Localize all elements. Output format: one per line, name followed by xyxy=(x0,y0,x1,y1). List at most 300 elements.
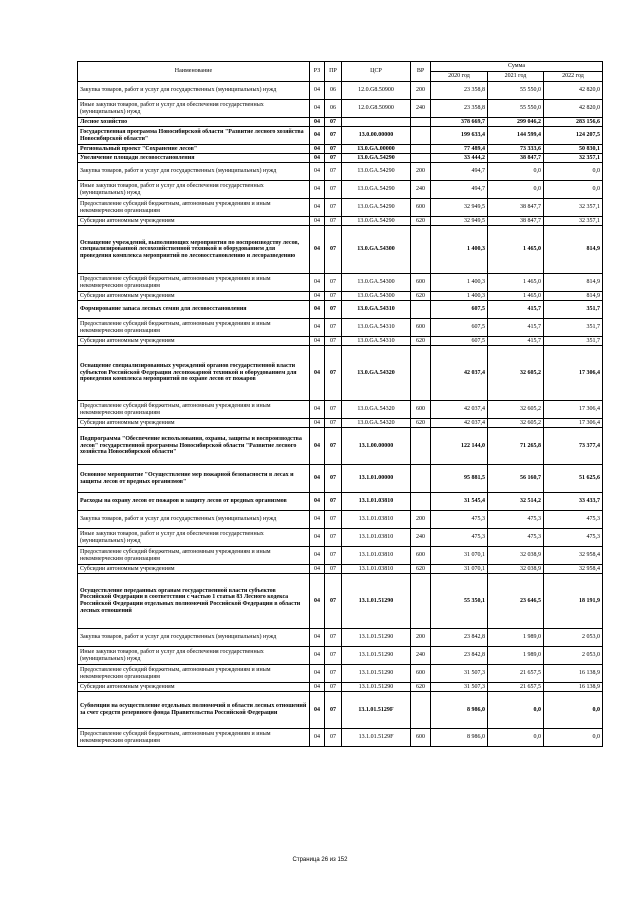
cell-y1: 475,3 xyxy=(431,529,488,547)
cell-pr: 06 xyxy=(325,100,342,118)
cell-rz: 04 xyxy=(310,629,325,647)
table-row xyxy=(78,118,603,127)
cell-pr: 07 xyxy=(325,465,342,493)
cell-y3: 351,7 xyxy=(544,337,603,346)
cell-y3: 814,9 xyxy=(544,292,603,301)
table-row xyxy=(78,199,603,217)
cell-name: Государственная программа Новосибирской области "Развитие лесного хозяйства Новосибирской области" xyxy=(78,127,310,145)
cell-csr: 13.1.01.5129F xyxy=(342,692,411,729)
cell-vr xyxy=(411,428,431,465)
cell-y1: 23 842,8 xyxy=(431,629,488,647)
cell-y1: 42 037,4 xyxy=(431,346,488,401)
table-row xyxy=(78,181,603,199)
cell-name: Субсидии автономным учреждениям xyxy=(78,292,310,301)
header-name: Наименование xyxy=(78,62,310,82)
cell-name: Субсидии автономным учреждениям xyxy=(78,217,310,226)
cell-y2: 32 514,2 xyxy=(488,493,544,511)
cell-y3: 17 306,4 xyxy=(544,419,603,428)
cell-y2: 38 847,7 xyxy=(488,154,544,163)
cell-y1: 32 949,5 xyxy=(431,217,488,226)
cell-y1: 378 669,7 xyxy=(431,118,488,127)
cell-pr: 07 xyxy=(325,145,342,154)
cell-y1: 32 949,5 xyxy=(431,199,488,217)
cell-name: Региональный проект "Сохранение лесов" xyxy=(78,145,310,154)
cell-rz: 04 xyxy=(310,419,325,428)
cell-name: Основное мероприятие "Осуществление мер пожарной безопасности в лесах и защиты лесов от вредных организмов" xyxy=(78,465,310,493)
cell-pr: 07 xyxy=(325,419,342,428)
cell-y2: 0,0 xyxy=(488,692,544,729)
cell-y3: 18 191,9 xyxy=(544,574,603,629)
cell-rz: 04 xyxy=(310,301,325,319)
cell-y3: 124 207,5 xyxy=(544,127,603,145)
cell-pr: 07 xyxy=(325,401,342,419)
cell-csr: 12.0.G8.50900 xyxy=(342,82,411,100)
cell-name: Осуществление переданных органам государственной власти субъектов Российской Федерации в соответствии с частью 1 статьи 83 Лесного кодекса Российской Федерации отдельных полномочий Российской Федерации в области лесных отношений xyxy=(78,574,310,629)
cell-pr: 07 xyxy=(325,647,342,665)
cell-y1: 77 489,4 xyxy=(431,145,488,154)
cell-name: Предоставление субсидий бюджетным, автономным учреждениям и иным некоммерческим организациям xyxy=(78,547,310,565)
cell-vr: 600 xyxy=(411,729,431,747)
cell-vr xyxy=(411,145,431,154)
cell-csr: 13.1.01.03810 xyxy=(342,547,411,565)
cell-y3: 42 820,0 xyxy=(544,100,603,118)
table-row xyxy=(78,163,603,181)
table-row xyxy=(78,574,603,629)
table-body xyxy=(78,82,603,747)
cell-name: Субсидии автономным учреждениям xyxy=(78,337,310,346)
table-row xyxy=(78,217,603,226)
cell-rz: 04 xyxy=(310,154,325,163)
cell-name: Субсидии автономным учреждениям xyxy=(78,683,310,692)
cell-y3: 814,9 xyxy=(544,274,603,292)
cell-vr: 600 xyxy=(411,274,431,292)
cell-y1: 95 881,5 xyxy=(431,465,488,493)
cell-y1: 31 507,3 xyxy=(431,683,488,692)
cell-vr: 200 xyxy=(411,163,431,181)
cell-vr xyxy=(411,346,431,401)
table-row xyxy=(78,565,603,574)
cell-pr: 07 xyxy=(325,154,342,163)
cell-y2: 1 465,0 xyxy=(488,226,544,274)
cell-y1: 33 444,2 xyxy=(431,154,488,163)
cell-rz: 04 xyxy=(310,181,325,199)
cell-pr: 07 xyxy=(325,226,342,274)
page-number: Страница 26 из 152 xyxy=(292,857,348,863)
cell-y3: 50 830,1 xyxy=(544,145,603,154)
cell-y1: 475,3 xyxy=(431,511,488,529)
cell-name: Предоставление субсидий бюджетным, автономным учреждениям и иным некоммерческим организациям xyxy=(78,199,310,217)
cell-pr: 07 xyxy=(325,665,342,683)
cell-y3: 73 377,4 xyxy=(544,428,603,465)
cell-pr: 07 xyxy=(325,292,342,301)
cell-vr: 620 xyxy=(411,565,431,574)
cell-name: Закупка товаров, работ и услуг для государственных (муниципальных) нужд xyxy=(78,511,310,529)
cell-name: Оснащение специализированных учреждений органов государственной власти субъектов Российской Федерации лесопожарной техникой и оборудованием для проведения комплекса мероприятий по охране лесов от пожаров xyxy=(78,346,310,401)
cell-rz: 04 xyxy=(310,226,325,274)
cell-csr: 13.0.GA.54320 xyxy=(342,346,411,401)
cell-vr: 620 xyxy=(411,337,431,346)
cell-csr: 13.1.01.03810 xyxy=(342,565,411,574)
cell-rz: 04 xyxy=(310,337,325,346)
cell-name: Закупка товаров, работ и услуг для государственных (муниципальных) нужд xyxy=(78,82,310,100)
cell-vr xyxy=(411,127,431,145)
header-csr: ЦСР xyxy=(342,62,411,82)
cell-csr: 13.0.GA.54290 xyxy=(342,163,411,181)
cell-y3: 33 433,7 xyxy=(544,493,603,511)
cell-y2: 475,3 xyxy=(488,529,544,547)
cell-y1: 607,5 xyxy=(431,319,488,337)
cell-y1: 199 633,4 xyxy=(431,127,488,145)
cell-pr: 07 xyxy=(325,199,342,217)
cell-name: Закупка товаров, работ и услуг для государственных (муниципальных) нужд xyxy=(78,629,310,647)
cell-pr: 07 xyxy=(325,529,342,547)
cell-vr xyxy=(411,493,431,511)
budget-table xyxy=(77,61,603,747)
cell-csr: 13.0.GA.00000 xyxy=(342,145,411,154)
cell-vr: 200 xyxy=(411,511,431,529)
cell-y1: 1 400,3 xyxy=(431,292,488,301)
cell-y2: 32 605,2 xyxy=(488,419,544,428)
table-row xyxy=(78,465,603,493)
cell-y2: 38 847,7 xyxy=(488,217,544,226)
cell-y1: 494,7 xyxy=(431,181,488,199)
cell-vr: 240 xyxy=(411,100,431,118)
cell-rz: 04 xyxy=(310,319,325,337)
cell-rz: 04 xyxy=(310,118,325,127)
cell-pr: 07 xyxy=(325,301,342,319)
cell-y1: 494,7 xyxy=(431,163,488,181)
cell-csr: 13.1.01.51290 xyxy=(342,665,411,683)
cell-csr: 13.0.GA.54320 xyxy=(342,401,411,419)
cell-vr xyxy=(411,465,431,493)
cell-csr: 13.0.GA.54310 xyxy=(342,301,411,319)
cell-y3: 351,7 xyxy=(544,319,603,337)
cell-name: Предоставление субсидий бюджетным, автономным учреждениям и иным некоммерческим организациям xyxy=(78,729,310,747)
cell-rz: 04 xyxy=(310,565,325,574)
cell-rz: 04 xyxy=(310,547,325,565)
cell-csr: 13.1.01.51290 xyxy=(342,647,411,665)
cell-pr: 07 xyxy=(325,683,342,692)
cell-csr xyxy=(342,118,411,127)
cell-pr: 07 xyxy=(325,163,342,181)
cell-rz: 04 xyxy=(310,574,325,629)
header-year-2021: 2021 год xyxy=(488,72,544,82)
cell-rz: 04 xyxy=(310,346,325,401)
cell-y2: 21 657,5 xyxy=(488,665,544,683)
cell-vr: 600 xyxy=(411,547,431,565)
cell-y2: 0,0 xyxy=(488,181,544,199)
cell-pr: 07 xyxy=(325,511,342,529)
cell-vr: 240 xyxy=(411,529,431,547)
cell-y1: 42 037,4 xyxy=(431,401,488,419)
header-year-2022: 2022 год xyxy=(544,72,603,82)
cell-pr: 07 xyxy=(325,493,342,511)
cell-csr: 13.1.01.03810 xyxy=(342,493,411,511)
header-year-2020: 2020 год xyxy=(431,72,488,82)
cell-csr: 13.0.GA.54290 xyxy=(342,199,411,217)
table-row xyxy=(78,647,603,665)
cell-y1: 31 507,3 xyxy=(431,665,488,683)
cell-csr: 13.1.01.03810 xyxy=(342,529,411,547)
cell-rz: 04 xyxy=(310,729,325,747)
cell-rz: 04 xyxy=(310,401,325,419)
cell-pr: 07 xyxy=(325,127,342,145)
cell-y1: 23 842,8 xyxy=(431,647,488,665)
table-row xyxy=(78,292,603,301)
cell-y1: 1 400,3 xyxy=(431,274,488,292)
cell-y3: 283 156,6 xyxy=(544,118,603,127)
cell-y2: 144 599,4 xyxy=(488,127,544,145)
cell-y1: 607,5 xyxy=(431,337,488,346)
cell-rz: 04 xyxy=(310,82,325,100)
cell-name: Иные закупки товаров, работ и услуг для обеспечения государственных (муниципальных) нужд xyxy=(78,647,310,665)
cell-vr xyxy=(411,574,431,629)
cell-vr: 200 xyxy=(411,629,431,647)
header-rz: РЗ xyxy=(310,62,325,82)
table-row xyxy=(78,419,603,428)
table-row xyxy=(78,401,603,419)
table-row xyxy=(78,82,603,100)
cell-name: Иные закупки товаров, работ и услуг для обеспечения государственных (муниципальных) нужд xyxy=(78,529,310,547)
cell-y1: 8 986,0 xyxy=(431,692,488,729)
cell-name: Предоставление субсидий бюджетным, автономным учреждениям и иным некоммерческим организациям xyxy=(78,274,310,292)
cell-rz: 04 xyxy=(310,217,325,226)
cell-vr: 600 xyxy=(411,319,431,337)
cell-y1: 31 070,1 xyxy=(431,565,488,574)
cell-y3: 16 138,9 xyxy=(544,665,603,683)
cell-name: Формирование запаса лесных семян для лесовосстановления xyxy=(78,301,310,319)
cell-rz: 04 xyxy=(310,163,325,181)
table-row xyxy=(78,547,603,565)
cell-rz: 04 xyxy=(310,511,325,529)
cell-y2: 32 605,2 xyxy=(488,401,544,419)
cell-vr: 600 xyxy=(411,665,431,683)
cell-rz: 04 xyxy=(310,529,325,547)
cell-vr xyxy=(411,154,431,163)
cell-csr: 13.0.GA.54290 xyxy=(342,154,411,163)
cell-name: Предоставление субсидий бюджетным, автономным учреждениям и иным некоммерческим организациям xyxy=(78,319,310,337)
cell-name: Иные закупки товаров, работ и услуг для обеспечения государственных (муниципальных) нужд xyxy=(78,181,310,199)
cell-y3: 32 357,1 xyxy=(544,154,603,163)
cell-rz: 04 xyxy=(310,493,325,511)
cell-y2: 0,0 xyxy=(488,729,544,747)
cell-rz: 04 xyxy=(310,199,325,217)
cell-vr xyxy=(411,118,431,127)
table-row xyxy=(78,346,603,401)
cell-rz: 04 xyxy=(310,647,325,665)
cell-csr: 13.0.GA.54290 xyxy=(342,217,411,226)
cell-y1: 55 350,1 xyxy=(431,574,488,629)
cell-y3: 32 958,4 xyxy=(544,547,603,565)
cell-y3: 351,7 xyxy=(544,301,603,319)
cell-name: Субсидии автономным учреждениям xyxy=(78,419,310,428)
cell-csr: 13.0.GA.54310 xyxy=(342,319,411,337)
cell-y2: 299 046,2 xyxy=(488,118,544,127)
table-row xyxy=(78,493,603,511)
cell-pr: 07 xyxy=(325,319,342,337)
cell-vr xyxy=(411,301,431,319)
cell-name: Лесное хозяйство xyxy=(78,118,310,127)
table-row xyxy=(78,127,603,145)
cell-name: Предоставление субсидий бюджетным, автономным учреждениям и иным некоммерческим организациям xyxy=(78,401,310,419)
cell-y3: 17 306,4 xyxy=(544,401,603,419)
cell-y2: 38 847,7 xyxy=(488,199,544,217)
cell-y2: 0,0 xyxy=(488,163,544,181)
cell-pr: 07 xyxy=(325,346,342,401)
cell-y1: 1 400,3 xyxy=(431,226,488,274)
table-row xyxy=(78,337,603,346)
table-row xyxy=(78,629,603,647)
cell-y3: 2 053,0 xyxy=(544,629,603,647)
cell-pr: 07 xyxy=(325,692,342,729)
cell-rz: 04 xyxy=(310,665,325,683)
cell-y3: 17 306,4 xyxy=(544,346,603,401)
cell-y1: 42 037,4 xyxy=(431,419,488,428)
cell-rz: 04 xyxy=(310,683,325,692)
cell-y3: 0,0 xyxy=(544,181,603,199)
cell-y1: 23 358,8 xyxy=(431,100,488,118)
table-row xyxy=(78,154,603,163)
cell-vr: 620 xyxy=(411,292,431,301)
cell-y3: 51 625,6 xyxy=(544,465,603,493)
cell-y3: 0,0 xyxy=(544,729,603,747)
table-row xyxy=(78,301,603,319)
cell-name: Оснащение учреждений, выполняющих мероприятия по воспроизводству лесов, специализированной лесохозяйственной техникой и оборудованием для проведения комплекса мероприятий по лесовосстановлению и лесоразведению xyxy=(78,226,310,274)
cell-y2: 415,7 xyxy=(488,337,544,346)
cell-csr: 13.0.GA.54320 xyxy=(342,419,411,428)
header-vr: ВР xyxy=(411,62,431,82)
cell-name: Закупка товаров, работ и услуг для государственных (муниципальных) нужд xyxy=(78,163,310,181)
header-pr: ПР xyxy=(325,62,342,82)
cell-csr: 13.0.GA.54300 xyxy=(342,274,411,292)
table-row xyxy=(78,319,603,337)
cell-rz: 04 xyxy=(310,145,325,154)
cell-y2: 1 989,0 xyxy=(488,647,544,665)
cell-y3: 0,0 xyxy=(544,692,603,729)
table-row xyxy=(78,428,603,465)
table-row xyxy=(78,226,603,274)
cell-y3: 42 820,0 xyxy=(544,82,603,100)
cell-pr: 07 xyxy=(325,274,342,292)
cell-y2: 73 333,6 xyxy=(488,145,544,154)
table-row xyxy=(78,529,603,547)
cell-y1: 122 144,0 xyxy=(431,428,488,465)
cell-rz: 04 xyxy=(310,465,325,493)
cell-y2: 1 465,0 xyxy=(488,292,544,301)
cell-pr: 07 xyxy=(325,629,342,647)
cell-y2: 475,3 xyxy=(488,511,544,529)
cell-csr: 13.0.GA.54290 xyxy=(342,181,411,199)
cell-csr: 13.1.01.51290 xyxy=(342,574,411,629)
cell-vr: 620 xyxy=(411,419,431,428)
cell-pr: 07 xyxy=(325,337,342,346)
cell-y3: 32 357,1 xyxy=(544,199,603,217)
cell-y3: 475,3 xyxy=(544,529,603,547)
cell-name: Расходы на охрану лесов от пожаров и защиту лесов от вредных организмов xyxy=(78,493,310,511)
cell-vr: 620 xyxy=(411,217,431,226)
cell-y2: 55 550,0 xyxy=(488,100,544,118)
cell-y1: 31 070,1 xyxy=(431,547,488,565)
cell-csr: 13.0.GA.54310 xyxy=(342,337,411,346)
table-row xyxy=(78,274,603,292)
cell-pr: 07 xyxy=(325,565,342,574)
cell-y2: 1 989,0 xyxy=(488,629,544,647)
cell-y3: 814,9 xyxy=(544,226,603,274)
cell-name: Иные закупки товаров, работ и услуг для обеспечения государственных (муниципальных) нужд xyxy=(78,100,310,118)
cell-y3: 32 958,4 xyxy=(544,565,603,574)
cell-pr: 07 xyxy=(325,574,342,629)
cell-y2: 32 605,2 xyxy=(488,346,544,401)
cell-rz: 04 xyxy=(310,100,325,118)
cell-name: Предоставление субсидий бюджетным, автономным учреждениям и иным некоммерческим организациям xyxy=(78,665,310,683)
cell-pr: 07 xyxy=(325,181,342,199)
cell-pr: 07 xyxy=(325,217,342,226)
table-row xyxy=(78,729,603,747)
table-row xyxy=(78,683,603,692)
table-row xyxy=(78,100,603,118)
cell-y2: 23 646,5 xyxy=(488,574,544,629)
cell-name: Субвенции на осуществление отдельных полномочий в области лесных отношений за счет средств резервного фонда Правительства Российской Федерации xyxy=(78,692,310,729)
cell-y1: 23 358,8 xyxy=(431,82,488,100)
cell-vr: 240 xyxy=(411,647,431,665)
cell-pr: 07 xyxy=(325,729,342,747)
cell-rz: 04 xyxy=(310,127,325,145)
cell-csr: 13.1.01.5129F xyxy=(342,729,411,747)
cell-name: Субсидии автономным учреждениям xyxy=(78,565,310,574)
table-row xyxy=(78,511,603,529)
cell-y2: 1 465,0 xyxy=(488,274,544,292)
cell-y2: 415,7 xyxy=(488,301,544,319)
cell-csr: 13.1.01.03810 xyxy=(342,511,411,529)
table-row xyxy=(78,692,603,729)
cell-rz: 04 xyxy=(310,428,325,465)
cell-y2: 55 550,0 xyxy=(488,82,544,100)
cell-y3: 32 357,1 xyxy=(544,217,603,226)
cell-y2: 415,7 xyxy=(488,319,544,337)
cell-csr: 13.1.01.51290 xyxy=(342,629,411,647)
table-row xyxy=(78,665,603,683)
cell-y2: 56 160,7 xyxy=(488,465,544,493)
cell-y3: 0,0 xyxy=(544,163,603,181)
cell-pr: 07 xyxy=(325,547,342,565)
cell-csr: 13.1.01.00000 xyxy=(342,465,411,493)
cell-vr: 620 xyxy=(411,683,431,692)
cell-vr: 200 xyxy=(411,82,431,100)
cell-vr xyxy=(411,226,431,274)
cell-y3: 16 138,9 xyxy=(544,683,603,692)
cell-y2: 71 265,8 xyxy=(488,428,544,465)
cell-rz: 04 xyxy=(310,692,325,729)
cell-y3: 2 053,0 xyxy=(544,647,603,665)
cell-name: Увеличение площади лесовосстановления xyxy=(78,154,310,163)
cell-y1: 31 545,4 xyxy=(431,493,488,511)
cell-y1: 8 986,0 xyxy=(431,729,488,747)
cell-pr: 07 xyxy=(325,118,342,127)
header-sum: Сумма xyxy=(431,62,603,72)
table-row xyxy=(78,145,603,154)
cell-y1: 607,5 xyxy=(431,301,488,319)
cell-csr: 12.0.G8.50900 xyxy=(342,100,411,118)
cell-y2: 32 038,9 xyxy=(488,547,544,565)
cell-vr: 240 xyxy=(411,181,431,199)
cell-y2: 32 038,9 xyxy=(488,565,544,574)
cell-y2: 21 657,5 xyxy=(488,683,544,692)
cell-csr: 13.0.GA.54300 xyxy=(342,226,411,274)
cell-csr: 13.1.00.00000 xyxy=(342,428,411,465)
cell-csr: 13.0.GA.54300 xyxy=(342,292,411,301)
cell-rz: 04 xyxy=(310,292,325,301)
cell-pr: 07 xyxy=(325,428,342,465)
